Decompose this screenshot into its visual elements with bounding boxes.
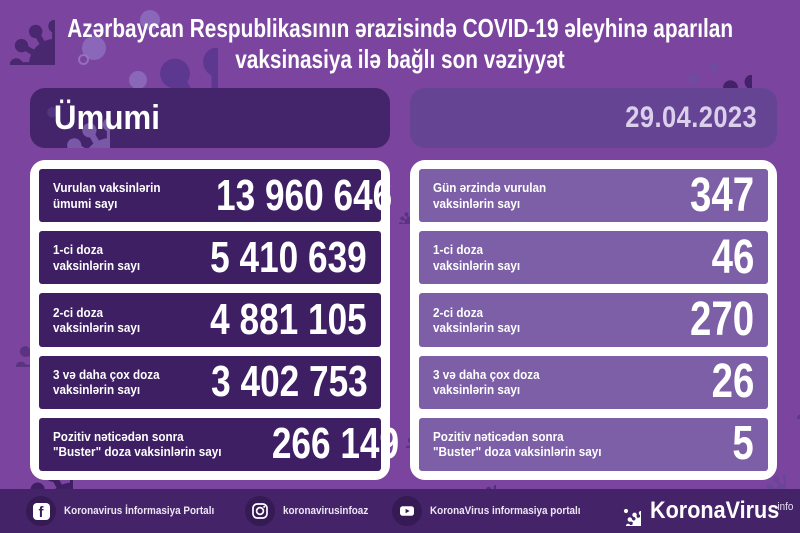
instagram-label: koronavirusinfoaz <box>282 505 369 517</box>
daily-panel-header <box>410 88 777 148</box>
footer <box>0 489 800 533</box>
stat-row-booster <box>39 418 400 471</box>
stat-row-dose3plus <box>39 356 381 409</box>
stat-value: 13 960 646 <box>216 170 393 220</box>
stat-row-daily-dose2 <box>419 293 768 346</box>
totals-panel-body <box>30 160 400 480</box>
stat-label: 1-ci doza vaksinlərin sayı <box>433 242 521 273</box>
totals-panel-title: Ümumi <box>53 98 160 137</box>
facebook-label: Koronavirus İnformasiya Portalı <box>64 505 215 517</box>
daily-panel-body <box>410 160 777 480</box>
logo-superscript: info <box>777 501 794 513</box>
stat-value: 3 402 753 <box>210 357 368 407</box>
stat-label: 1-ci doza vaksinlərin sayı <box>53 242 141 273</box>
footer-youtube-item <box>392 496 597 526</box>
stat-value: 4 881 105 <box>210 295 367 344</box>
stat-row-total <box>39 169 393 222</box>
stat-row-daily-total <box>419 169 768 222</box>
stat-row-daily-dose1 <box>419 231 768 284</box>
stat-label: 3 və daha çox doza vaksinlərin sayı <box>433 366 540 398</box>
stat-label: Vurulan vaksinlərin ümumi sayı <box>53 180 161 211</box>
stat-row-dose2 <box>39 293 381 346</box>
stat-label: 3 və daha çox doza vaksinlərin sayı <box>53 366 160 398</box>
footer-instagram-item <box>245 496 378 526</box>
footer-facebook-item <box>26 496 231 526</box>
report-date: 29.04.2023 <box>625 101 757 134</box>
koronavirus-logo <box>611 496 800 526</box>
daily-panel <box>410 88 777 480</box>
stat-label: Pozitiv nəticədən sonra "Buster" doza vaksinlərin sayı <box>53 429 222 460</box>
virus-logo-icon <box>611 496 641 526</box>
stat-value: 5 <box>732 417 754 471</box>
stat-value: 5 410 639 <box>210 232 367 282</box>
stat-label: 2-ci doza vaksinlərin sayı <box>53 304 141 335</box>
stat-row-daily-dose3plus <box>419 356 768 409</box>
stat-value: 347 <box>689 168 754 222</box>
totals-panel-header <box>30 88 390 148</box>
stat-value: 266 149 <box>272 419 400 469</box>
stat-value: 270 <box>689 293 754 346</box>
page-title <box>0 13 800 75</box>
page-title-line-2: vaksinasiya ilə bağlı son vəziyyət <box>235 44 565 74</box>
stat-row-daily-booster <box>419 418 768 471</box>
stat-label: 2-ci doza vaksinlərin sayı <box>433 304 521 335</box>
stat-value: 46 <box>711 230 754 284</box>
totals-panel <box>30 88 400 480</box>
facebook-icon <box>26 496 56 526</box>
youtube-icon <box>392 496 422 526</box>
page-title-line-1: Azərbaycan Respublikasının ərazisində COVID-19 əleyhinə aparılan <box>67 13 733 43</box>
instagram-icon <box>245 496 275 526</box>
stat-value: 26 <box>711 355 754 409</box>
stat-label: Gün ərzində vurulan vaksinlərin sayı <box>433 180 547 211</box>
stat-label: Pozitiv nəticədən sonra "Buster" doza vaksinlərin sayı <box>433 429 602 460</box>
youtube-label: KoronaVirus informasiya portalı <box>429 505 581 517</box>
stat-row-dose1 <box>39 231 381 284</box>
logo-text: KoronaVirus$^{info}$ <box>649 497 794 524</box>
